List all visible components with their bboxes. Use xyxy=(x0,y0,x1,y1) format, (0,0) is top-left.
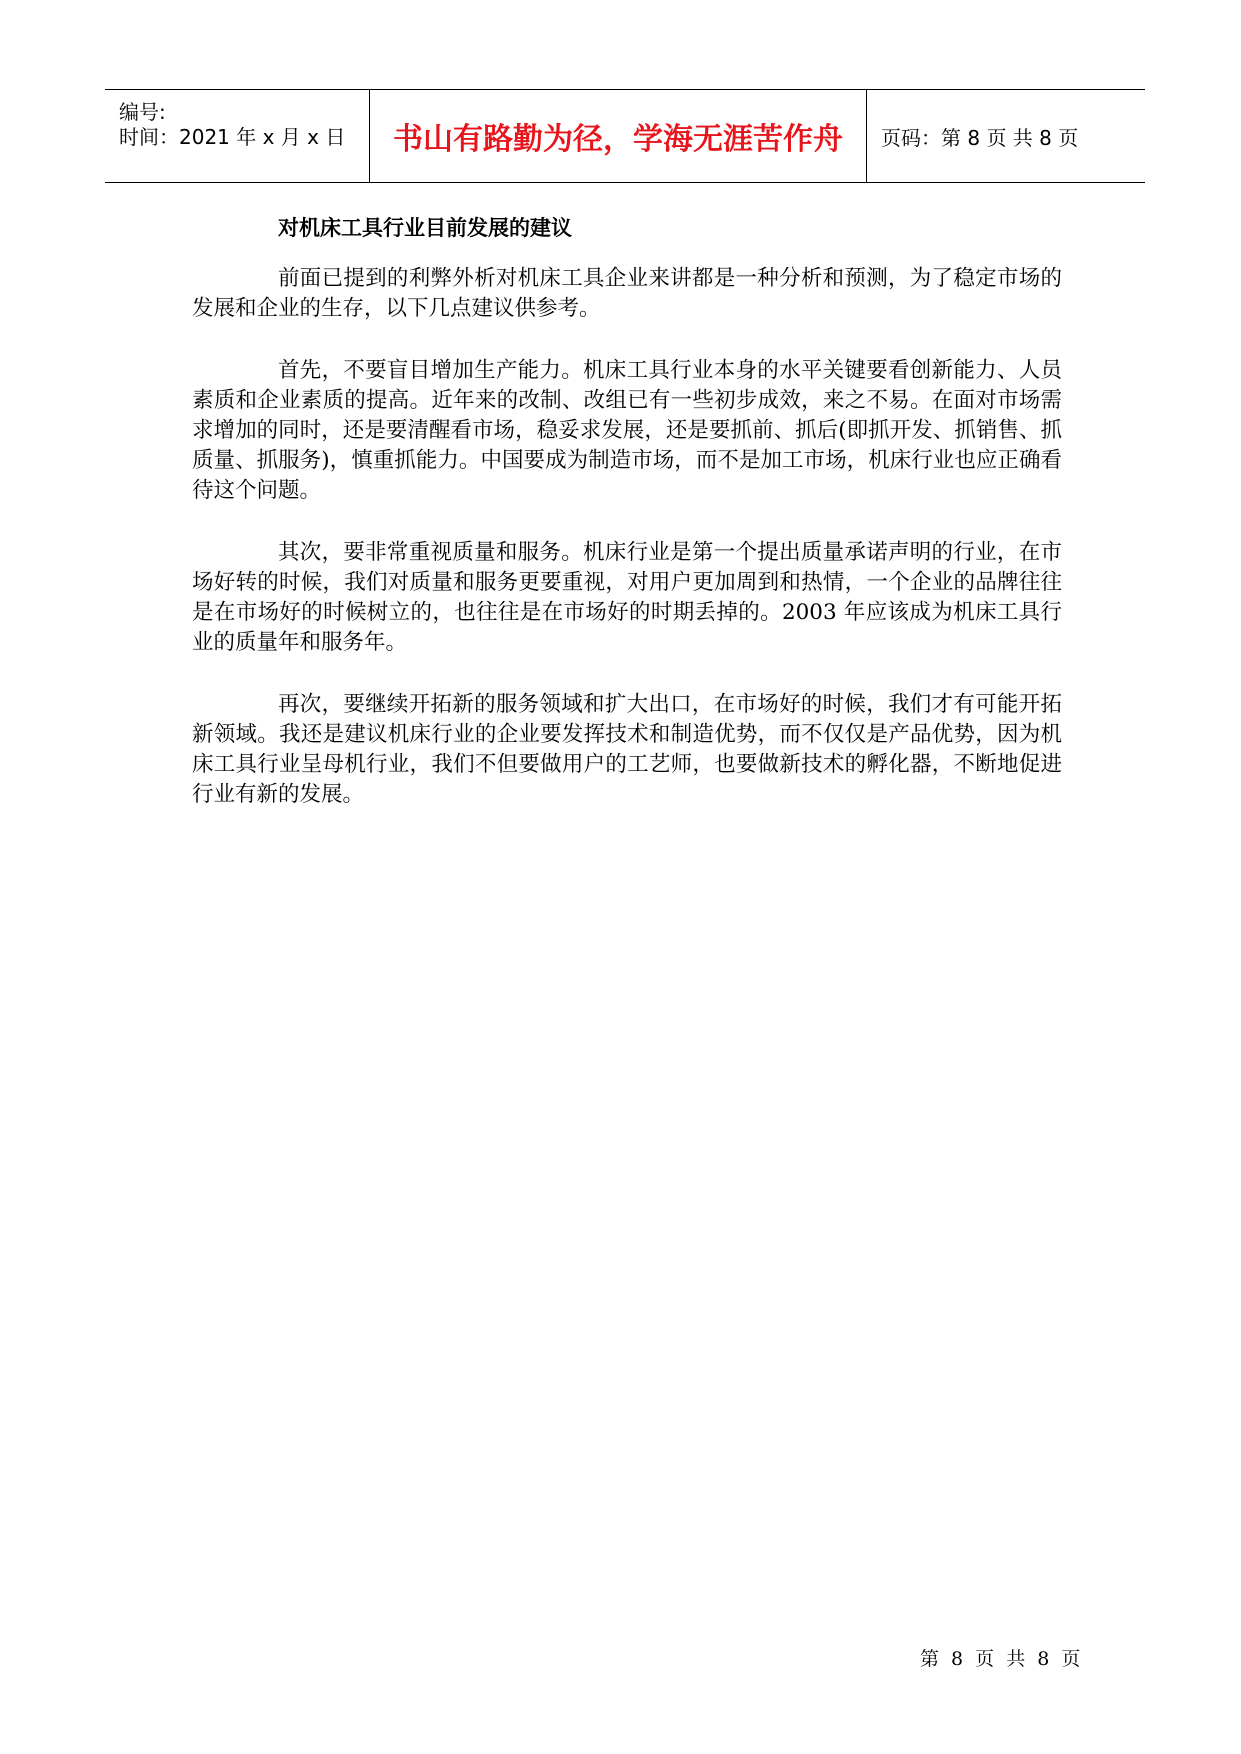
document-body xyxy=(192,212,1062,842)
header-motto-cell xyxy=(370,90,867,182)
paragraph: 再次，要继续开拓新的服务领域和扩大出口，在市场好的时候，我们才有可能开拓新领域。我还是建议机床行业的企业要发挥技术和制造优势，而不仅仅是产品优势，因为机床工具行业呈母机行业，我们不但要做用户的工艺师，也要做新技术的孵化器，不断地促进行业有新的发展。 xyxy=(192,692,1062,807)
paragraph: 其次，要非常重视质量和服务。机床行业是第一个提出质量承诺声明的行业，在市场好转的时候，我们对质量和服务更要重视，对用户更加周到和热情，一个企业的品牌往往是在市场好的时候树立的，也往往是在市场好的时期丢掉的。2003 年应该成为机床工具行业的质量年和服务年。 xyxy=(192,540,1062,655)
number-label: 编号: xyxy=(119,100,166,124)
header-page-cell xyxy=(867,90,1145,182)
paragraph: 前面已提到的利弊外析对机床工具企业来讲都是一种分析和预测，为了稳定市场的发展和企业的生存，以下几点建议供参考。 xyxy=(192,266,1062,321)
page-footer: 第 8 页 共 8 页 xyxy=(920,1648,1084,1670)
document-header xyxy=(105,89,1145,183)
time-label: 时间：2021 年 x 月 x 日 xyxy=(119,125,346,149)
header-info-cell xyxy=(105,90,370,182)
document-title: 对机床工具行业目前发展的建议 xyxy=(278,216,572,240)
page-label: 页码：第 8 页 共 8 页 xyxy=(881,125,1079,150)
motto-text: 书山有路勤为径，学海无涯苦作舟 xyxy=(393,122,843,157)
paragraph: 首先，不要盲目增加生产能力。机床工具行业本身的水平关键要看创新能力、人员素质和企业素质的提高。近年来的改制、改组已有一些初步成效，来之不易。在面对市场需求增加的同时，还是要清醒看市场，稳妥求发展，还是要抓前、抓后(即抓开发、抓销售、抓质量、抓服务)，慎重抓能力。中国要成为制造市场，而不是加工市场，机床行业也应正确看待这个问题。 xyxy=(192,358,1062,503)
